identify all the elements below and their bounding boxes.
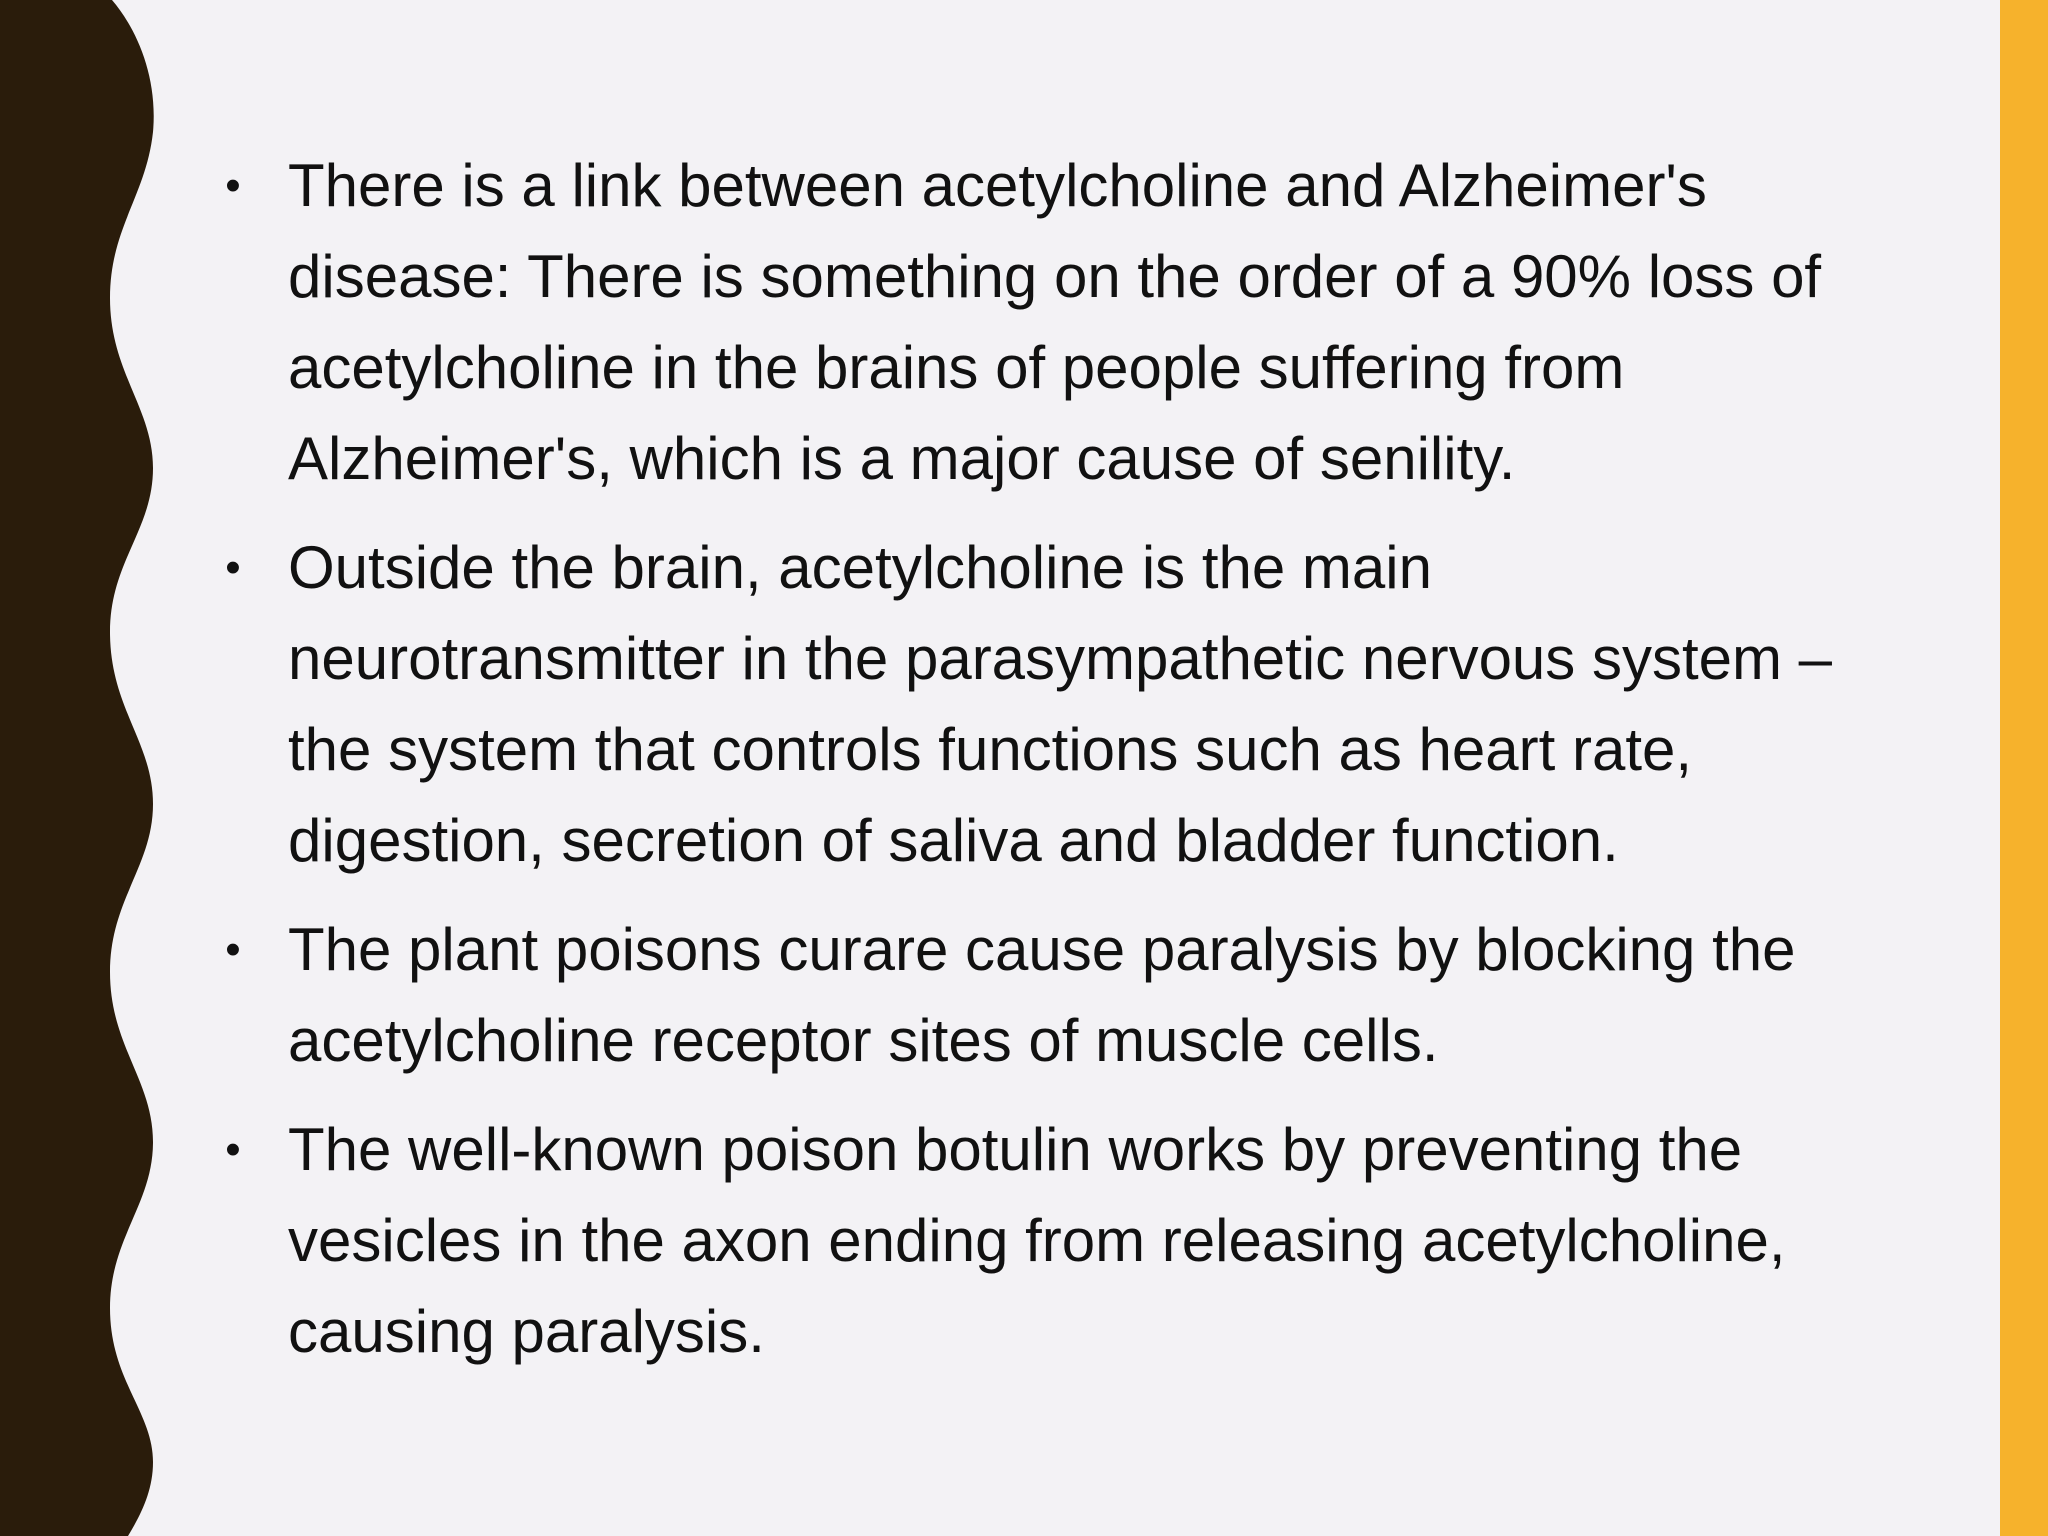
bullet-dot-icon: • (225, 161, 241, 210)
bullet-item (218, 1104, 1878, 1377)
slide-content (218, 140, 1878, 1395)
bullet-dot-icon: • (225, 925, 241, 974)
bullet-dot-icon: • (225, 543, 241, 592)
bullet-item (218, 522, 1878, 886)
bullet-text: Outside the brain, acetylcholine is the main neurotransmitter in the parasympathetic nervous system – the system that controls functions such as heart rate, digestion, secretion of saliva and bladder function. (288, 534, 1833, 874)
wavy-left-border (0, 0, 190, 1536)
bullet-item (218, 904, 1878, 1086)
bullet-text: The plant poisons curare cause paralysis by blocking the acetylcholine receptor sites of muscle cells. (288, 916, 1796, 1074)
bullet-dot-icon: • (225, 1125, 241, 1174)
bullet-item (218, 140, 1878, 504)
wavy-border-shape (0, 0, 154, 1536)
bullet-list (218, 140, 1878, 1377)
bullet-text: There is a link between acetylcholine and Alzheimer's disease: There is something on the order of a 90% loss of acetylcholine in the brains of people suffering from Alzheimer's, which is a major cause of senility. (288, 152, 1822, 492)
bullet-text: The well-known poison botulin works by preventing the vesicles in the axon ending from releasing acetylcholine, causing paralysis. (288, 1116, 1786, 1365)
right-accent-bar (2000, 0, 2048, 1536)
